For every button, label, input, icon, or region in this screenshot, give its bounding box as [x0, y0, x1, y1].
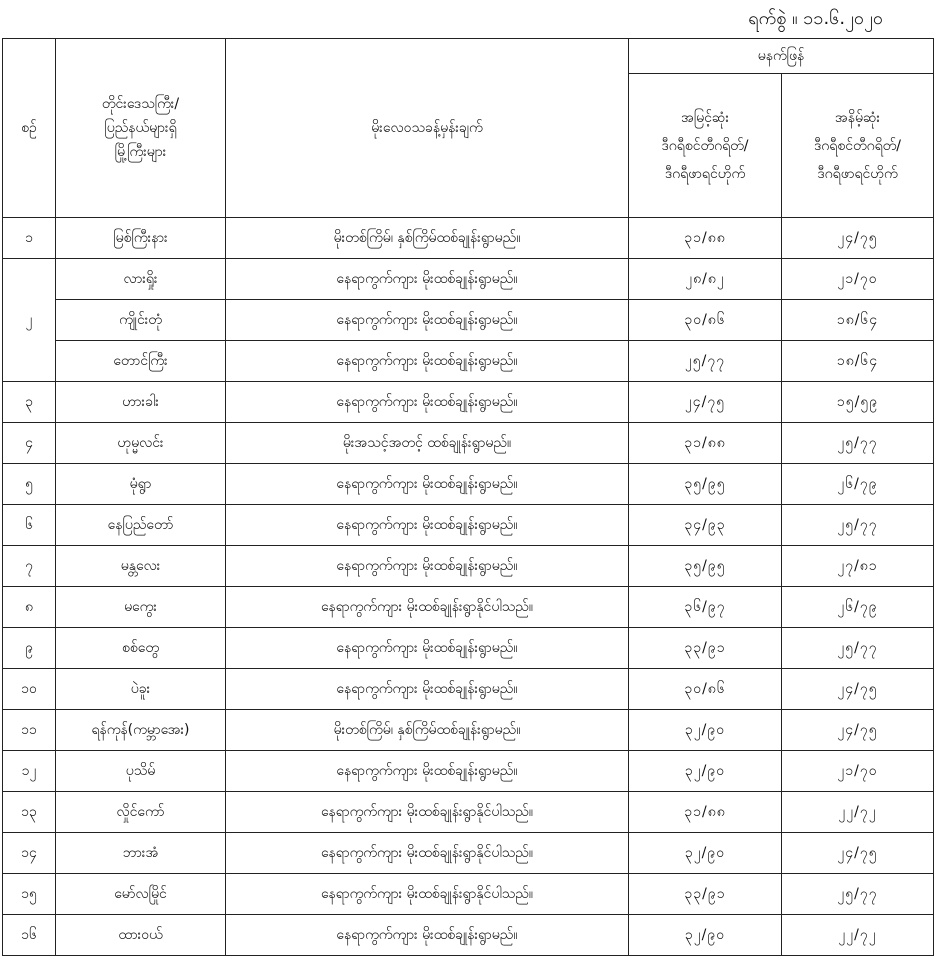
- min-temp-cell: ၁၈/၆၄: [782, 300, 934, 341]
- header-min-line: ဒီဂရီစင်တီဂရိတ်/: [814, 137, 901, 154]
- header-region-line: တိုင်းဒေသကြီး/: [101, 96, 180, 112]
- city-cell: ဟားခါး: [56, 382, 226, 423]
- serial-cell: ၃: [3, 382, 56, 423]
- header-max-line: ဒီဂရီဖာရင်ဟိုက်: [664, 165, 746, 182]
- city-cell: ပဲခူး: [56, 669, 226, 710]
- table-row: [3, 300, 934, 341]
- serial-cell: ၄: [3, 423, 56, 464]
- forecast-cell: နေရာကွက်ကျား မိုးထစ်ချုန်းရွာမည်။: [226, 300, 629, 341]
- min-temp-cell: ၂၁/၇၀: [782, 751, 934, 792]
- forecast-cell: နေရာကွက်ကျား မိုးထစ်ချုန်းရွာမည်။: [226, 464, 629, 505]
- min-temp-cell: ၂၅/၇၇: [782, 505, 934, 546]
- max-temp-cell: ၂၈/၈၂: [629, 259, 782, 300]
- min-temp-cell: ၂၆/၇၉: [782, 464, 934, 505]
- serial-cell: ၁၂: [3, 751, 56, 792]
- table-row: [3, 546, 934, 587]
- city-cell: မကွေး: [56, 587, 226, 628]
- city-cell: ဘားအံ: [56, 833, 226, 874]
- forecast-cell: နေရာကွက်ကျား မိုးထစ်ချုန်းရွာမည်။: [226, 259, 629, 300]
- city-cell: ကျိုင်းတုံ: [56, 300, 226, 341]
- min-temp-cell: ၁၅/၅၉: [782, 382, 934, 423]
- header-max-temp: [629, 74, 782, 218]
- max-temp-cell: ၃၅/၉၅: [629, 546, 782, 587]
- header-min-temp: [782, 74, 934, 218]
- table-row: [3, 710, 934, 751]
- min-temp-cell: ၂၂/၇၂: [782, 915, 934, 956]
- min-temp-cell: ၂၁/၇၀: [782, 259, 934, 300]
- max-temp-cell: ၃၁/၈၈: [629, 218, 782, 259]
- header-region-line: မြို့ကြီးများ: [114, 144, 167, 160]
- serial-cell: ၁၃: [3, 792, 56, 833]
- city-cell: တောင်ကြီး: [56, 341, 226, 382]
- forecast-cell: မိုးအသင့်အတင့် ထစ်ချုန်းရွာမည်။: [226, 423, 629, 464]
- max-temp-cell: ၃၂/၉၀: [629, 710, 782, 751]
- serial-cell: ၁၅: [3, 874, 56, 915]
- min-temp-cell: ၂၄/၇၅: [782, 833, 934, 874]
- min-temp-cell: ၂၅/၇၇: [782, 874, 934, 915]
- max-temp-cell: ၃၁/၈၈: [629, 792, 782, 833]
- table-row: [3, 751, 934, 792]
- header-region-line: ပြည်နယ်များရှိ: [104, 120, 177, 136]
- serial-cell: ၁၆: [3, 915, 56, 956]
- serial-cell: ၅: [3, 464, 56, 505]
- forecast-cell: နေရာကွက်ကျား မိုးထစ်ချုန်းရွာမည်။: [226, 341, 629, 382]
- max-temp-cell: ၃၀/၈၆: [629, 669, 782, 710]
- min-temp-cell: ၂၄/၇၅: [782, 218, 934, 259]
- forecast-cell: နေရာကွက်ကျား မိုးထစ်ချုန်းရွာမည်။: [226, 915, 629, 956]
- table-row: [3, 669, 934, 710]
- serial-cell: ၁၀: [3, 669, 56, 710]
- city-cell: ဟုမ္မလင်း: [56, 423, 226, 464]
- city-cell: မော်လမြိုင်: [56, 874, 226, 915]
- serial-cell: ၈: [3, 587, 56, 628]
- city-cell: မုံရွာ: [56, 464, 226, 505]
- city-cell: နေပြည်တော်: [56, 505, 226, 546]
- serial-cell: ၉: [3, 628, 56, 669]
- table-row: [3, 423, 934, 464]
- min-temp-cell: ၂၄/၇၅: [782, 710, 934, 751]
- table-row: [3, 874, 934, 915]
- table-row: [3, 382, 934, 423]
- min-temp-cell: ၂၂/၇၂: [782, 792, 934, 833]
- min-temp-cell: ၂၆/၇၉: [782, 587, 934, 628]
- forecast-cell: နေရာကွက်ကျား မိုးထစ်ချုန်းရွာနိုင်ပါသည်။: [226, 792, 629, 833]
- max-temp-cell: ၃၁/၈၈: [629, 423, 782, 464]
- max-temp-cell: ၃၅/၉၅: [629, 464, 782, 505]
- table-row: [3, 833, 934, 874]
- min-temp-cell: ၂၅/၇၇: [782, 423, 934, 464]
- serial-cell: ၁၁: [3, 710, 56, 751]
- city-cell: ရန်ကုန်(ကမ္ဘာအေး): [56, 710, 226, 751]
- forecast-cell: မိုးတစ်ကြိမ်၊ နှစ်ကြိမ်ထစ်ချုန်းရွာမည်။: [226, 218, 629, 259]
- max-temp-cell: ၂၄/၇၅: [629, 382, 782, 423]
- forecast-cell: နေရာကွက်ကျား မိုးထစ်ချုန်းရွာနိုင်ပါသည်။: [226, 833, 629, 874]
- serial-cell: ၁: [3, 218, 56, 259]
- city-cell: မြစ်ကြီးနား: [56, 218, 226, 259]
- table-row: [3, 587, 934, 628]
- min-temp-cell: ၁၈/၆၄: [782, 341, 934, 382]
- min-temp-cell: ၂၇/၈၁: [782, 546, 934, 587]
- header-max-line: ဒီဂရီစင်တီဂရိတ်/: [661, 137, 749, 154]
- max-temp-cell: ၃၃/၉၁: [629, 874, 782, 915]
- max-temp-cell: ၃၆/၉၇: [629, 587, 782, 628]
- forecast-cell: မိုးတစ်ကြိမ်၊ နှစ်ကြိမ်ထစ်ချုန်းရွာမည်။: [226, 710, 629, 751]
- forecast-cell: နေရာကွက်ကျား မိုးထစ်ချုန်းရွာနိုင်ပါသည်။: [226, 587, 629, 628]
- table-row: [3, 341, 934, 382]
- max-temp-cell: ၃၂/၉၀: [629, 751, 782, 792]
- report-date: ရက်စွဲ ။ ၁၁.၆.၂၀၂၀: [748, 8, 883, 29]
- serial-cell: ၇: [3, 546, 56, 587]
- serial-cell: ၆: [3, 505, 56, 546]
- max-temp-cell: ၂၅/၇၇: [629, 341, 782, 382]
- header-next-day: မနက်ဖြန်: [629, 39, 934, 74]
- city-cell: လားရှိုး: [56, 259, 226, 300]
- table-row: [3, 464, 934, 505]
- forecast-cell: နေရာကွက်ကျား မိုးထစ်ချုန်းရွာမည်။: [226, 546, 629, 587]
- city-cell: လှိုင်ကော်: [56, 792, 226, 833]
- forecast-cell: နေရာကွက်ကျား မိုးထစ်ချုန်းရွာနိုင်ပါသည်။: [226, 874, 629, 915]
- header-min-line: အနိမ့်ဆုံး: [834, 109, 881, 126]
- city-cell: စစ်တွေ: [56, 628, 226, 669]
- max-temp-cell: ၃၂/၉၀: [629, 915, 782, 956]
- header-min-line: ဒီဂရီဖာရင်ဟိုက်: [817, 165, 898, 182]
- header-serial-no: စဉ်: [3, 39, 56, 218]
- serial-cell: ၂: [3, 259, 56, 382]
- serial-cell: ၁၄: [3, 833, 56, 874]
- forecast-cell: နေရာကွက်ကျား မိုးထစ်ချုန်းရွာမည်။: [226, 628, 629, 669]
- city-cell: မန္တလေး: [56, 546, 226, 587]
- max-temp-cell: ၃၂/၉၀: [629, 833, 782, 874]
- table-row: [3, 259, 934, 300]
- city-cell: ပုသိမ်: [56, 751, 226, 792]
- min-temp-cell: ၂၄/၇၅: [782, 669, 934, 710]
- forecast-cell: နေရာကွက်ကျား မိုးထစ်ချုန်းရွာမည်။: [226, 382, 629, 423]
- max-temp-cell: ၃၃/၉၁: [629, 628, 782, 669]
- header-forecast: မိုးလေဝသခန့်မှန်းချက်: [226, 39, 629, 218]
- forecast-cell: နေရာကွက်ကျား မိုးထစ်ချုန်းရွာမည်။: [226, 505, 629, 546]
- weather-forecast-table: [2, 38, 934, 956]
- table-row: [3, 628, 934, 669]
- max-temp-cell: ၃၀/၈၆: [629, 300, 782, 341]
- table-row: [3, 505, 934, 546]
- city-cell: ထားဝယ်: [56, 915, 226, 956]
- min-temp-cell: ၂၅/၇၇: [782, 628, 934, 669]
- max-temp-cell: ၃၄/၉၃: [629, 505, 782, 546]
- table-row: [3, 218, 934, 259]
- forecast-cell: နေရာကွက်ကျား မိုးထစ်ချုန်းရွာမည်။: [226, 751, 629, 792]
- header-region-cities: [56, 39, 226, 218]
- table-row: [3, 915, 934, 956]
- header-max-line: အမြင့်ဆုံး: [680, 109, 730, 126]
- table-row: [3, 792, 934, 833]
- forecast-cell: နေရာကွက်ကျား မိုးထစ်ချုန်းရွာမည်။: [226, 669, 629, 710]
